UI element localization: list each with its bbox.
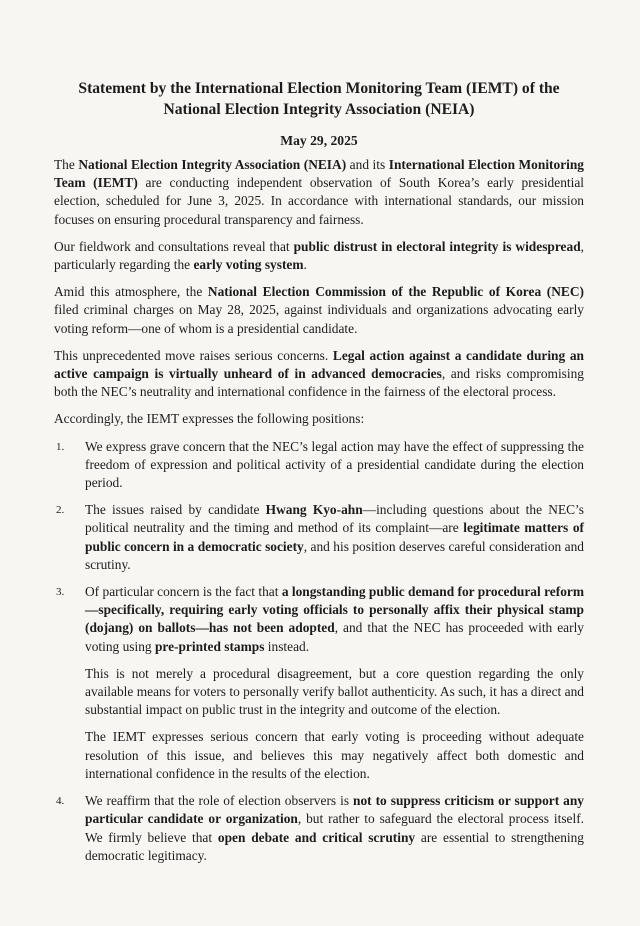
list-item-text: Of particular concern is the fact that a longstanding public demand for procedural reform—specifically, requiring early voting officials to personally affix their physical stamp (dojang) on ballots—has not been adopted, and that the NEC has proceeded with early voting using pre-printed stamps instead. [85,584,585,654]
positions-list [54,438,584,865]
list-item [54,438,584,493]
list-item [54,501,584,574]
list-item-continuation: The IEMT expresses serious concern that early voting is proceeding without adequate resolution of this issue, and believes this may negatively affect both domestic and international confidence in the results of the election. [85,729,584,781]
list-item-text: The issues raised by candidate Hwang Kyo-ahn—including questions about the NEC’s political neutrality and the timing and method of its complaint—are legitimate matters of public concern in a democratic society, and his position deserves careful consideration and scrutiny. [85,502,584,572]
statement-date: May 29, 2025 [280,133,358,148]
paragraph-intro: The National Election Integrity Association (NEIA) and its International Election Monitoring Team (IEMT) are conducting independent observation of South Korea’s early presidential election, scheduled for June 3, 2025. In accordance with international standards, our mission focuses on ensuring procedural transparency and fairness. [54,157,585,227]
title-line-1: Statement by the International Election Monitoring Team (IEMT) of the [78,80,560,97]
list-item-text: We express grave concern that the NEC’s legal action may have the effect of suppressing the freedom of expression and political activity of a presidential candidate during the election period. [85,438,584,491]
list-number: 2. [56,504,65,517]
list-item-text: We reaffirm that the role of election observers is not to suppress criticism or support any particular candidate or organization, but rather to safeguard the electoral process itself. We firmly believe that open debate and critical scrutiny are essential to strengthening democratic legitimacy. [85,793,584,863]
list-item-continuation: This is not merely a procedural disagreement, but a core question regarding the only available means for voters to personally verify ballot authenticity. As such, it has a direct and substantial impact on public trust in the integrity and outcome of the election. [85,665,584,718]
list-item [54,583,584,656]
statement-title [54,78,584,120]
list-number: 3. [56,586,65,599]
title-line-2: National Election Integrity Association (NEIA) [163,101,475,118]
list-item [54,792,584,865]
paragraph-findings: Our fieldwork and consultations reveal that public distrust in electoral integrity is widespread, particularly regarding the early voting system. [54,238,584,273]
paragraph-nec-charges: Amid this atmosphere, the National Election Commission of the Republic of Korea (NEC) filed criminal charges on May 28, 2025, against individuals and organizations advocating early voting reform—one of whom is a presidential candidate. [54,284,584,336]
list-number: 4. [56,795,65,808]
list-number: 1. [56,440,65,453]
paragraph-positions-intro: Accordingly, the IEMT expresses the following positions: [54,411,365,427]
paragraph-concerns: This unprecedented move raises serious concerns. Legal action against a candidate during an active campaign is virtually unheard of in advanced democracies, and risks compromising both the NEC’s neutrality and international confidence in the fairness of the electoral process. [54,347,585,400]
